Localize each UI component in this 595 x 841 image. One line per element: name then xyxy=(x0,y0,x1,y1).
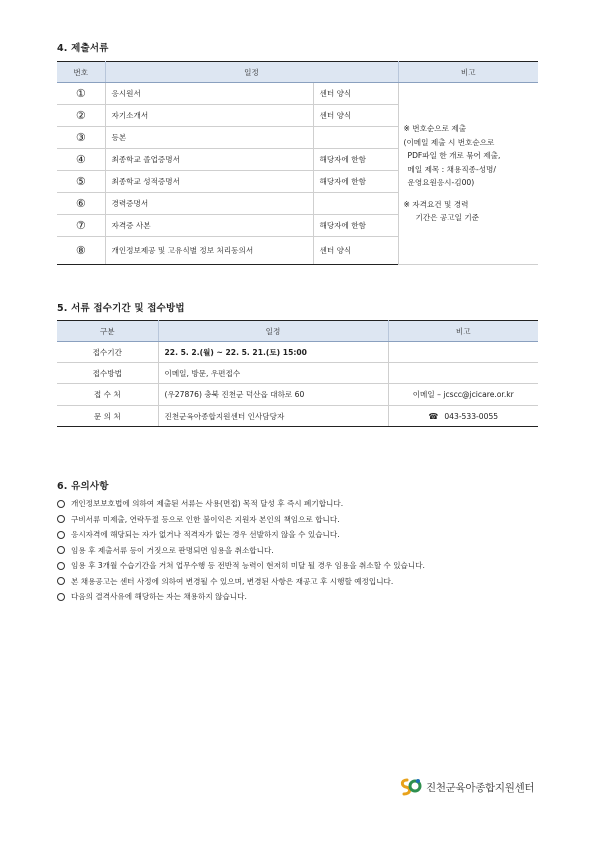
submission-remarks xyxy=(398,83,538,265)
document-name: 등본 xyxy=(105,127,313,149)
notice-item xyxy=(57,496,425,512)
documents-table xyxy=(57,61,538,265)
document-number: ④ xyxy=(57,149,105,171)
notice-text: 본 채용공고는 센터 사정에 의하여 변경될 수 있으며, 변경된 사항은 재공고 후 시행할 예정입니다. xyxy=(71,576,394,586)
remark-line: ※ 번호순으로 제출 xyxy=(403,124,467,134)
telephone-icon: ☎ xyxy=(428,411,439,421)
header-remarks: 비고 xyxy=(388,321,538,342)
document-note xyxy=(313,193,398,215)
header-category: 구분 xyxy=(57,321,158,342)
inquiry-phone xyxy=(388,406,538,427)
remark-line: ※ 자격요건 및 경력 xyxy=(403,199,469,209)
document-number: ① xyxy=(57,83,105,105)
circle-bullet-icon xyxy=(57,593,65,601)
center-logo xyxy=(398,777,534,797)
remark-line: 메일 제목 : 채용직종-성명/ xyxy=(407,164,496,174)
document-name: 최종학교 졸업증명서 xyxy=(105,149,313,171)
inquiry-phone-number: 043-533-0055 xyxy=(444,411,499,421)
remark-line: 운영요원응시-김00) xyxy=(407,178,475,188)
remark-line: 기간은 공고일 기준 xyxy=(415,213,480,223)
circle-bullet-icon xyxy=(57,546,65,554)
header-schedule: 일정 xyxy=(158,321,388,342)
reception-place-value: (우27876) 충북 진천군 덕산읍 대하로 60 xyxy=(158,384,388,406)
document-name: 개인정보제공 및 고유식별 정보 처리동의서 xyxy=(105,237,313,265)
reception-place-label: 접 수 처 xyxy=(57,384,158,406)
reception-period-note xyxy=(388,342,538,363)
notice-item xyxy=(57,527,425,543)
document-number: ③ xyxy=(57,127,105,149)
header-number: 번호 xyxy=(57,62,105,83)
document-name: 경력증명서 xyxy=(105,193,313,215)
section-5-title: 5. 서류 접수기간 및 접수방법 xyxy=(57,303,185,314)
section-6-title: 6. 유의사항 xyxy=(57,481,109,492)
document-number: ⑦ xyxy=(57,215,105,237)
reception-method-note xyxy=(388,363,538,384)
circle-bullet-icon xyxy=(57,577,65,585)
circle-bullet-icon xyxy=(57,531,65,539)
circle-bullet-icon xyxy=(57,515,65,523)
remark-line: PDF파일 한 개로 묶어 제출, xyxy=(407,151,501,161)
notice-text: 응시자격에 해당되는 자가 없거나 적격자가 없는 경우 선발하지 않을 수 있습니다. xyxy=(71,530,340,539)
notice-text: 구비서류 미제출, 연락두절 등으로 인한 불이익은 지원자 본인의 책임으로 합니다. xyxy=(71,514,340,524)
document-name: 자격증 사본 xyxy=(105,215,313,237)
document-number: ② xyxy=(57,105,105,127)
notice-item xyxy=(57,574,425,590)
document-number: ⑧ xyxy=(57,237,105,265)
notice-item xyxy=(57,589,425,605)
reception-period-value: 22. 5. 2.(월) ~ 22. 5. 21.(토) 15:00 xyxy=(158,342,388,363)
document-name: 최종학교 성적증명서 xyxy=(105,171,313,193)
document-note: 센터 양식 xyxy=(313,237,398,265)
inquiry-value: 진천군육아종합지원센터 인사담당자 xyxy=(158,406,388,427)
notice-text: 임용 후 3개월 수습기간을 거쳐 업무수행 등 전반적 능력이 현저히 미달 될 경우 임용을 취소할 수 있습니다. xyxy=(71,561,425,570)
notice-list xyxy=(57,496,425,605)
document-number: ⑤ xyxy=(57,171,105,193)
notice-text: 임용 후 제출서류 등이 거짓으로 판명되면 임용을 취소합니다. xyxy=(71,545,274,555)
notice-item xyxy=(57,512,425,528)
inquiry-label: 문 의 처 xyxy=(57,406,158,427)
document-note xyxy=(313,127,398,149)
header-schedule: 일정 xyxy=(105,62,398,83)
remark-line: (이메일 제출 시 번호순으로 xyxy=(403,137,495,147)
document-note: 센터 양식 xyxy=(313,83,398,105)
document-note: 센터 양식 xyxy=(313,105,398,127)
document-name: 자기소개서 xyxy=(105,105,313,127)
circle-bullet-icon xyxy=(57,500,65,508)
document-row xyxy=(57,83,538,105)
document-name: 응시원서 xyxy=(105,83,313,105)
notice-text: 다음의 결격사유에 해당하는 자는 채용하지 않습니다. xyxy=(71,592,247,601)
document-note: 해당자에 한함 xyxy=(313,215,398,237)
center-logo-icon xyxy=(398,777,422,797)
circle-bullet-icon xyxy=(57,562,65,570)
reception-period-label: 접수기간 xyxy=(57,342,158,363)
reception-table xyxy=(57,320,538,427)
document-note: 해당자에 한함 xyxy=(313,149,398,171)
center-logo-text: 진천군육아종합지원센터 xyxy=(426,781,535,794)
notice-item xyxy=(57,558,425,574)
document-number: ⑥ xyxy=(57,193,105,215)
reception-method-label: 접수방법 xyxy=(57,363,158,384)
reception-email: 이메일 – jcscc@jcicare.or.kr xyxy=(388,384,538,406)
notice-text: 개인정보보호법에 의하여 제출된 서류는 사용(면접) 목적 달성 후 즉시 폐기합니다. xyxy=(71,499,344,508)
notice-item xyxy=(57,543,425,559)
document-note: 해당자에 한함 xyxy=(313,171,398,193)
section-4-title: 4. 제출서류 xyxy=(57,43,109,54)
reception-method-value: 이메일, 방문, 우편접수 xyxy=(158,363,388,384)
header-remarks: 비고 xyxy=(398,62,538,83)
